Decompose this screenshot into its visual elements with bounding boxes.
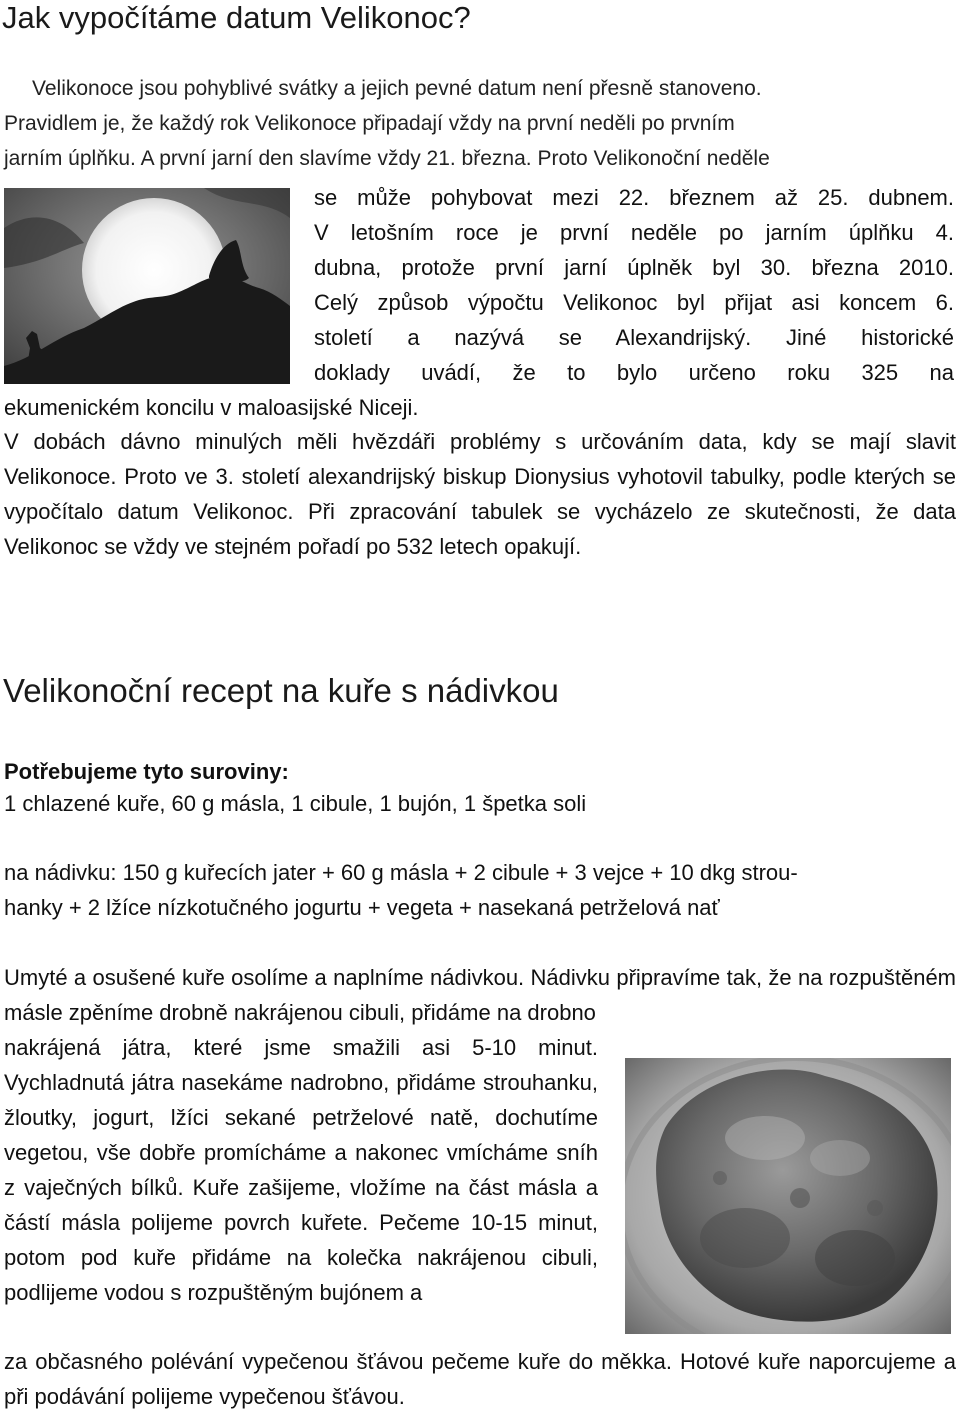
- indent-line: století a nazývá se Alexandrijský. Jiné historické: [314, 325, 954, 350]
- section-title-easter-date: Jak vypočítáme datum Velikonoc?: [2, 0, 471, 35]
- method-paragraph: Umyté a osušené kuře osolíme a naplníme nádivkou. Nádivku připravíme tak, že na rozpuštěném másle zpěníme drobně nakrájenou cibuli, přidáme na drobno: [4, 965, 956, 1025]
- paragraph-line: ekumenickém koncilu v maloasijské Niceji.: [4, 395, 419, 420]
- intro-line: Velikonoce jsou pohyblivé svátky a jejich pevné datum není přesně stanoveno.: [32, 77, 762, 100]
- roast-chicken-image: [625, 1058, 951, 1334]
- paragraph-astronomers: V dobách dávno minulých měli hvězdáři problémy s určováním data, kdy se mají slavit Velikonoce. Proto ve 3. století alexandrijský biskup Dionysius vyhotovil tabulky, podle kterých se vypočítalo datum Velikonoc. Při zpracování tabulek se vycházelo ze skutečnosti, že data Velikonoc se vždy ve stejném pořadí po 532 letech opakují.: [4, 429, 956, 559]
- indent-line: se může pohybovat mezi 22. březnem až 25. dubnem.: [314, 185, 954, 210]
- ingredients-heading: Potřebujeme tyto suroviny:: [4, 759, 289, 784]
- indent-line: dubna, protože první jarní úplněk byl 30. března 2010.: [314, 255, 954, 280]
- intro-paragraph: [4, 71, 956, 176]
- method-paragraph-end: za občasného polévání vypečenou šťávou pečeme kuře do měkka. Hotové kuře naporcujeme a při podávání polijeme vypečenou šťávou.: [4, 1349, 956, 1409]
- indent-line: Celý způsob výpočtu Velikonoc byl přijat asi koncem 6.: [314, 290, 954, 315]
- indent-line: V letošním roce je první neděle po jarním úplňku 4.: [314, 220, 954, 245]
- wolf-moon-image: [4, 188, 290, 384]
- ingredients-list: 1 chlazené kuře, 60 g másla, 1 cibule, 1 bujón, 1 špetka soli: [4, 791, 587, 816]
- stuffing-line: hanky + 2 lžíce nízkotučného jogurtu + vegeta + nasekaná petrželová nať: [4, 895, 720, 920]
- intro-line: Pravidlem je, že každý rok Velikonoce připadají vždy na první neděli po prvním: [4, 112, 735, 135]
- intro-line: jarním úplňku. A první jarní den slavíme vždy 21. března. Proto Velikonoční neděle: [4, 147, 770, 170]
- stuffing-line: na nádivku: 150 g kuřecích jater + 60 g másla + 2 cibule + 3 vejce + 10 dkg strou-: [4, 860, 798, 885]
- indent-line: doklady uvádí, že to bylo určeno roku 325 na: [314, 360, 954, 385]
- section-title-recipe: Velikonoční recept na kuře s nádivkou: [3, 672, 559, 709]
- method-paragraph-wrapped: nakrájená játra, které jsme smažili asi 5-10 minut. Vychladnutá játra nasekáme nadrobno, přidáme strouhanku, žloutky, jogurt, lžíci sekané petrželové natě, dochutíme vegetou, vše dobře promícháme a nakonec vmícháme sníh z vaječných bílků. Kuře zašijeme, vložíme na část másla a částí másla polijeme povrch kuřete. Pečeme 10-15 minut, potom pod kuře přidáme na kolečka nakrájenou cibuli, podlijeme vodou s rozpuštěným bujónem a: [4, 1035, 598, 1305]
